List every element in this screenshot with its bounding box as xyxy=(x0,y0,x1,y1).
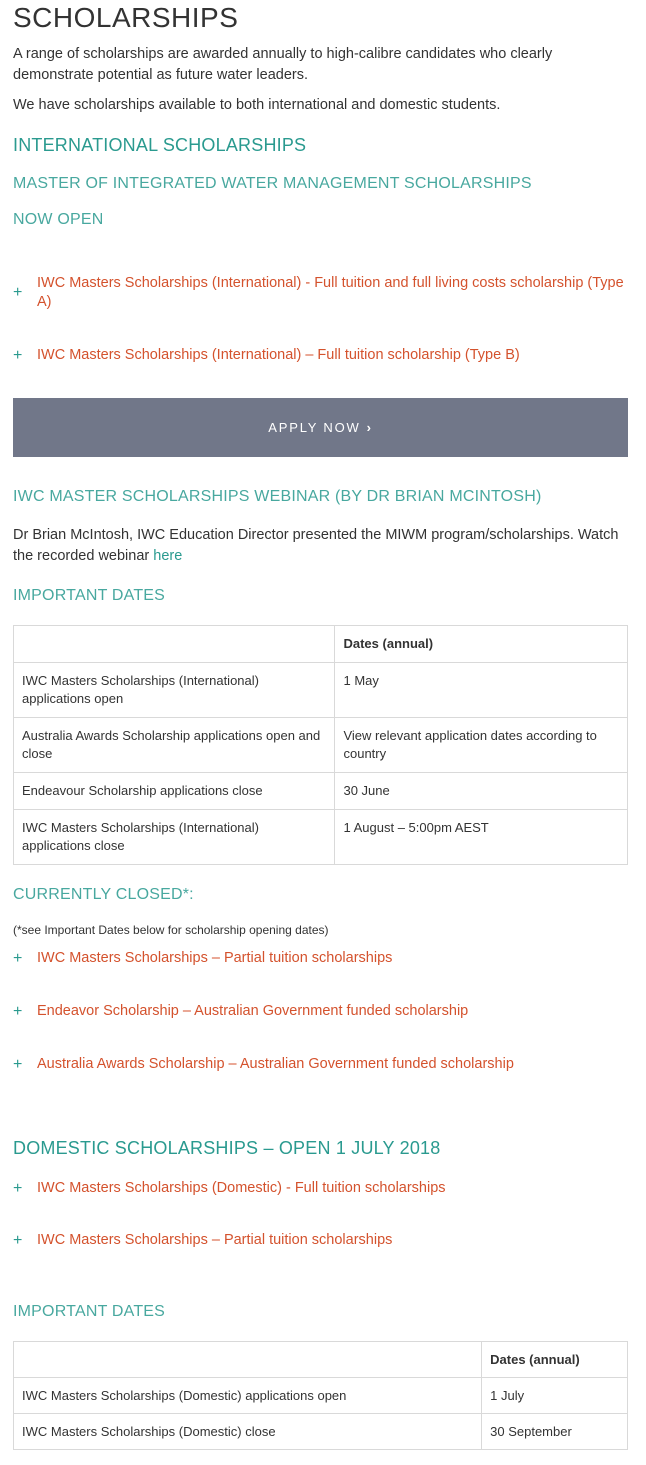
table-row xyxy=(14,1414,628,1450)
apply-now-button[interactable] xyxy=(13,398,628,457)
intro-paragraph: A range of scholarships are awarded annually to high-calibre candidates who clearly demonstrate potential as future water leaders. xyxy=(13,46,553,83)
domestic-important-dates-heading: IMPORTANT DATES xyxy=(13,1303,166,1320)
domestic-heading: DOMESTIC SCHOLARSHIPS – OPEN 1 JULY 2018 xyxy=(13,1138,441,1158)
table-header-cell: Dates (annual) xyxy=(482,1342,628,1378)
plus-icon: + xyxy=(13,347,23,364)
accordion-label[interactable]: IWC Masters Scholarships – Partial tuition scholarships xyxy=(37,950,393,966)
table-cell: IWC Masters Scholarships (International) applications open xyxy=(14,663,335,718)
accordion-item-endeavor[interactable] xyxy=(13,1002,628,1021)
table-cell: View relevant application dates according to country xyxy=(335,718,628,773)
international-heading: INTERNATIONAL SCHOLARSHIPS xyxy=(13,135,307,155)
table-header-row xyxy=(14,626,628,663)
table-cell: 1 August – 5:00pm AEST xyxy=(335,810,628,865)
table-row xyxy=(14,773,628,810)
accordion-item-type-b[interactable] xyxy=(13,346,628,365)
webinar-heading: IWC MASTER SCHOLARSHIPS WEBINAR (BY DR BRIAN MCINTOSH) xyxy=(13,488,542,505)
chevron-right-icon: › xyxy=(366,420,373,435)
table-header-row xyxy=(14,1342,628,1378)
accordion-item-australia-awards[interactable] xyxy=(13,1055,628,1074)
accordion-item-partial-tuition[interactable] xyxy=(13,949,628,968)
plus-icon: + xyxy=(13,1056,23,1073)
page-title: SCHOLARSHIPS xyxy=(13,2,239,33)
plus-icon: + xyxy=(13,1003,23,1020)
table-row xyxy=(14,1378,628,1414)
accordion-label[interactable]: Australia Awards Scholarship – Australian Government funded scholarship xyxy=(37,1056,514,1072)
plus-icon: + xyxy=(13,284,23,301)
international-dates-table xyxy=(13,625,628,865)
closed-note: (*see Important Dates below for scholarship opening dates) xyxy=(13,923,329,937)
table-header-cell: Dates (annual) xyxy=(335,626,628,663)
table-cell: Australia Awards Scholarship applications open and close xyxy=(14,718,335,773)
accordion-item-type-a[interactable] xyxy=(13,274,628,312)
table-cell: 1 July xyxy=(482,1378,628,1414)
table-cell: 30 June xyxy=(335,773,628,810)
apply-now-label: APPLY NOW xyxy=(268,420,361,435)
table-row xyxy=(14,663,628,718)
table-cell: 30 September xyxy=(482,1414,628,1450)
accordion-item-domestic-full[interactable] xyxy=(13,1179,628,1198)
table-row xyxy=(14,810,628,865)
webinar-paragraph xyxy=(13,525,628,567)
table-header-cell xyxy=(14,1342,482,1378)
currently-closed-heading: CURRENTLY CLOSED*: xyxy=(13,886,194,903)
webinar-link[interactable]: here xyxy=(153,548,183,564)
accordion-item-domestic-partial[interactable] xyxy=(13,1231,628,1250)
accordion-label[interactable]: IWC Masters Scholarships (International) - Full tuition and full living costs scholarship (Type A) xyxy=(37,275,624,310)
intro-paragraph-2: We have scholarships available to both international and domestic students. xyxy=(13,97,501,113)
accordion-label[interactable]: IWC Masters Scholarships (International) – Full tuition scholarship (Type B) xyxy=(37,347,520,363)
table-row xyxy=(14,718,628,773)
table-cell: 1 May xyxy=(335,663,628,718)
table-cell: IWC Masters Scholarships (Domestic) applications open xyxy=(14,1378,482,1414)
accordion-label[interactable]: Endeavor Scholarship – Australian Government funded scholarship xyxy=(37,1003,469,1019)
plus-icon: + xyxy=(13,950,23,967)
accordion-label[interactable]: IWC Masters Scholarships – Partial tuition scholarships xyxy=(37,1232,393,1248)
table-cell: IWC Masters Scholarships (International) applications close xyxy=(14,810,335,865)
now-open-heading: NOW OPEN xyxy=(13,211,104,228)
miwm-subheading: MASTER OF INTEGRATED WATER MANAGEMENT SCHOLARSHIPS xyxy=(13,175,532,192)
table-cell: IWC Masters Scholarships (Domestic) close xyxy=(14,1414,482,1450)
plus-icon: + xyxy=(13,1232,23,1249)
domestic-dates-table xyxy=(13,1341,628,1450)
plus-icon: + xyxy=(13,1180,23,1197)
important-dates-heading: IMPORTANT DATES xyxy=(13,587,166,604)
webinar-text: Dr Brian McIntosh, IWC Education Director presented the MIWM program/scholarships. Watch the recorded webinar xyxy=(13,527,619,564)
table-header-cell xyxy=(14,626,335,663)
table-cell: Endeavour Scholarship applications close xyxy=(14,773,335,810)
accordion-label[interactable]: IWC Masters Scholarships (Domestic) - Full tuition scholarships xyxy=(37,1180,446,1196)
